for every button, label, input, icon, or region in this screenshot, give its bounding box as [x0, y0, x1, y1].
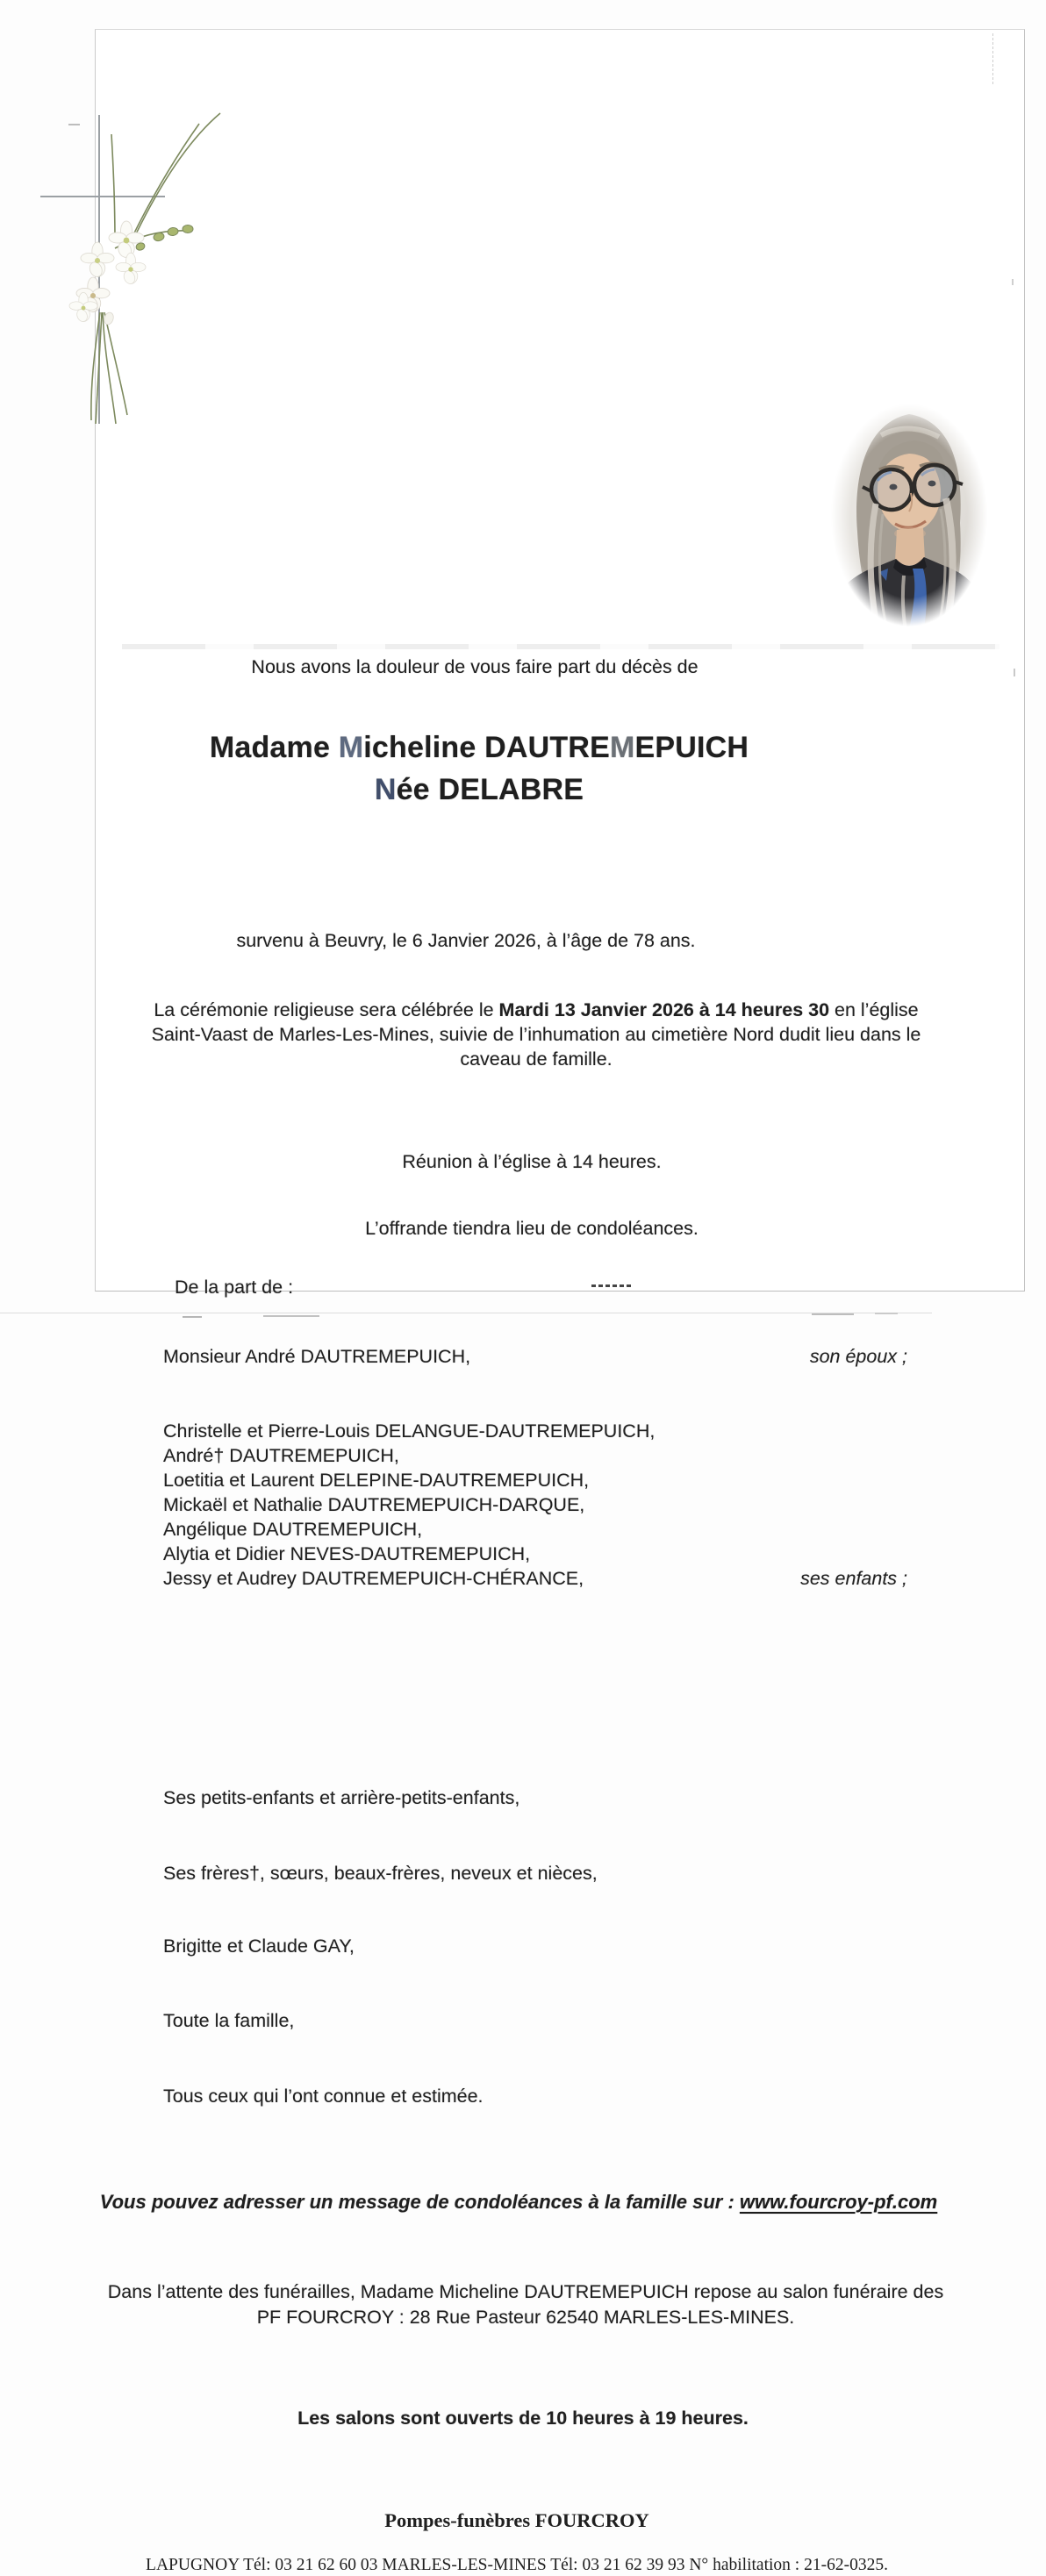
funeral-home-contact: LAPUGNOY Tél: 03 21 62 60 03 MARLES-LES-MINES Tél: 03 21 62 39 93 N° habilitation : 21-62-0325. — [146, 2556, 888, 2574]
maiden-letter-n: N — [374, 773, 397, 806]
repose-paragraph: Dans l’attente des funérailles, Madame Micheline DAUTREMEPUICH repose au salon funéraire des PF FOURCROY : 28 Rue Pasteur 62540 MARLES-LES-MINES. — [107, 2281, 944, 2328]
ceremony-datetime: Mardi 13 Janvier 2026 à 14 heures 30 — [498, 999, 830, 1020]
portrait-of-deceased-icon — [828, 400, 990, 630]
church-meeting-line: Réunion à l’église à 14 heures. — [402, 1151, 662, 1172]
portrait-photo — [828, 400, 990, 630]
opening-hours-line: Les salons sont ouverts de 10 heures à 19 heures. — [297, 2408, 749, 2429]
children-list — [163, 1419, 907, 1591]
maiden-rest: ée DELABRE — [396, 773, 584, 806]
child-line: Mickaël et Nathalie DAUTREMEPUICH-DARQUE, — [163, 1494, 585, 1515]
child-line: Alytia et Didier NEVES-DAUTREMEPUICH, — [163, 1543, 531, 1564]
name-mid: icheline DAUTRE — [363, 731, 610, 764]
scan-dash-artifact — [263, 1315, 319, 1317]
condolence-message — [96, 2190, 942, 2215]
condolence-text: Vous pouvez adresser un message de condoléances à la famille sur : — [99, 2191, 740, 2213]
scan-speck-artifact — [1012, 279, 1014, 285]
scan-dash-artifact — [812, 1313, 854, 1315]
maiden-name-line — [96, 769, 863, 811]
ceremony-paragraph — [131, 998, 942, 1071]
child-line: Angélique DAUTREMEPUICH, — [163, 1519, 423, 1540]
name-line — [96, 726, 863, 769]
relatives-line: Brigitte et Claude GAY, — [163, 1936, 355, 1957]
scan-dash-artifact — [875, 1313, 898, 1314]
cross-and-orchid-icon — [27, 97, 238, 440]
relatives-line: Ses petits-enfants et arrière-petits-enfants, — [163, 1787, 520, 1808]
relatives-line: Toute la famille, — [163, 2010, 295, 2031]
child-line: Christelle et Pierre-Louis DELANGUE-DAUTREMEPUICH, — [163, 1420, 656, 1442]
intro-line: Nous avons la douleur de vous faire part du décès de — [251, 656, 699, 677]
name-letter-m1: M — [338, 731, 364, 764]
scan-streak-artifact — [122, 644, 999, 649]
from-label: De la part de : — [175, 1277, 294, 1298]
scan-edge-artifact — [992, 33, 993, 84]
relatives-line: Tous ceux qui l’ont connue et estimée. — [163, 2086, 484, 2107]
deceased-name-title — [96, 726, 863, 811]
condolence-website-link[interactable]: www.fourcroy-pf.com — [739, 2191, 938, 2213]
ceremony-post: en l’église Saint-Vaast de Marles-Les-Mines, suivie de l’inhumation au cimetière Nord dudit lieu dans le caveau de famille. — [151, 999, 921, 1070]
child-line: André† DAUTREMEPUICH, — [163, 1445, 399, 1466]
scan-speck-artifact — [1014, 669, 1015, 676]
document-page — [95, 29, 1025, 2574]
scan-dash-artifact — [183, 1316, 202, 1318]
spouse-name: Monsieur André DAUTREMEPUICH, — [163, 1346, 471, 1367]
ceremony-pre: La cérémonie religieuse sera célébrée le — [154, 999, 499, 1020]
spouse-row — [163, 1344, 907, 1369]
name-end: EPUICH — [634, 731, 749, 764]
children-relation: ses enfants ; — [800, 1568, 907, 1589]
relatives-line: Ses frères†, sœurs, beaux-frères, neveux et nièces, — [163, 1863, 598, 1884]
child-line: Loetitia et Laurent DELEPINE-DAUTREMEPUICH, — [163, 1470, 590, 1491]
spouse-relation: son époux ; — [809, 1346, 907, 1367]
offering-line: L’offrande tiendra lieu de condoléances. — [365, 1218, 699, 1239]
name-prefix: Madame — [209, 731, 339, 764]
cross-and-orchid-decoration — [27, 97, 238, 440]
death-details-line: survenu à Beuvry, le 6 Janvier 2026, à l’âge de 78 ans. — [236, 930, 696, 951]
name-letter-m2: M — [609, 731, 635, 764]
child-line: Jessy et Audrey DAUTREMEPUICH-CHÉRANCE, — [163, 1568, 584, 1589]
funeral-home-name: Pompes-funèbres FOURCROY — [384, 2509, 649, 2531]
